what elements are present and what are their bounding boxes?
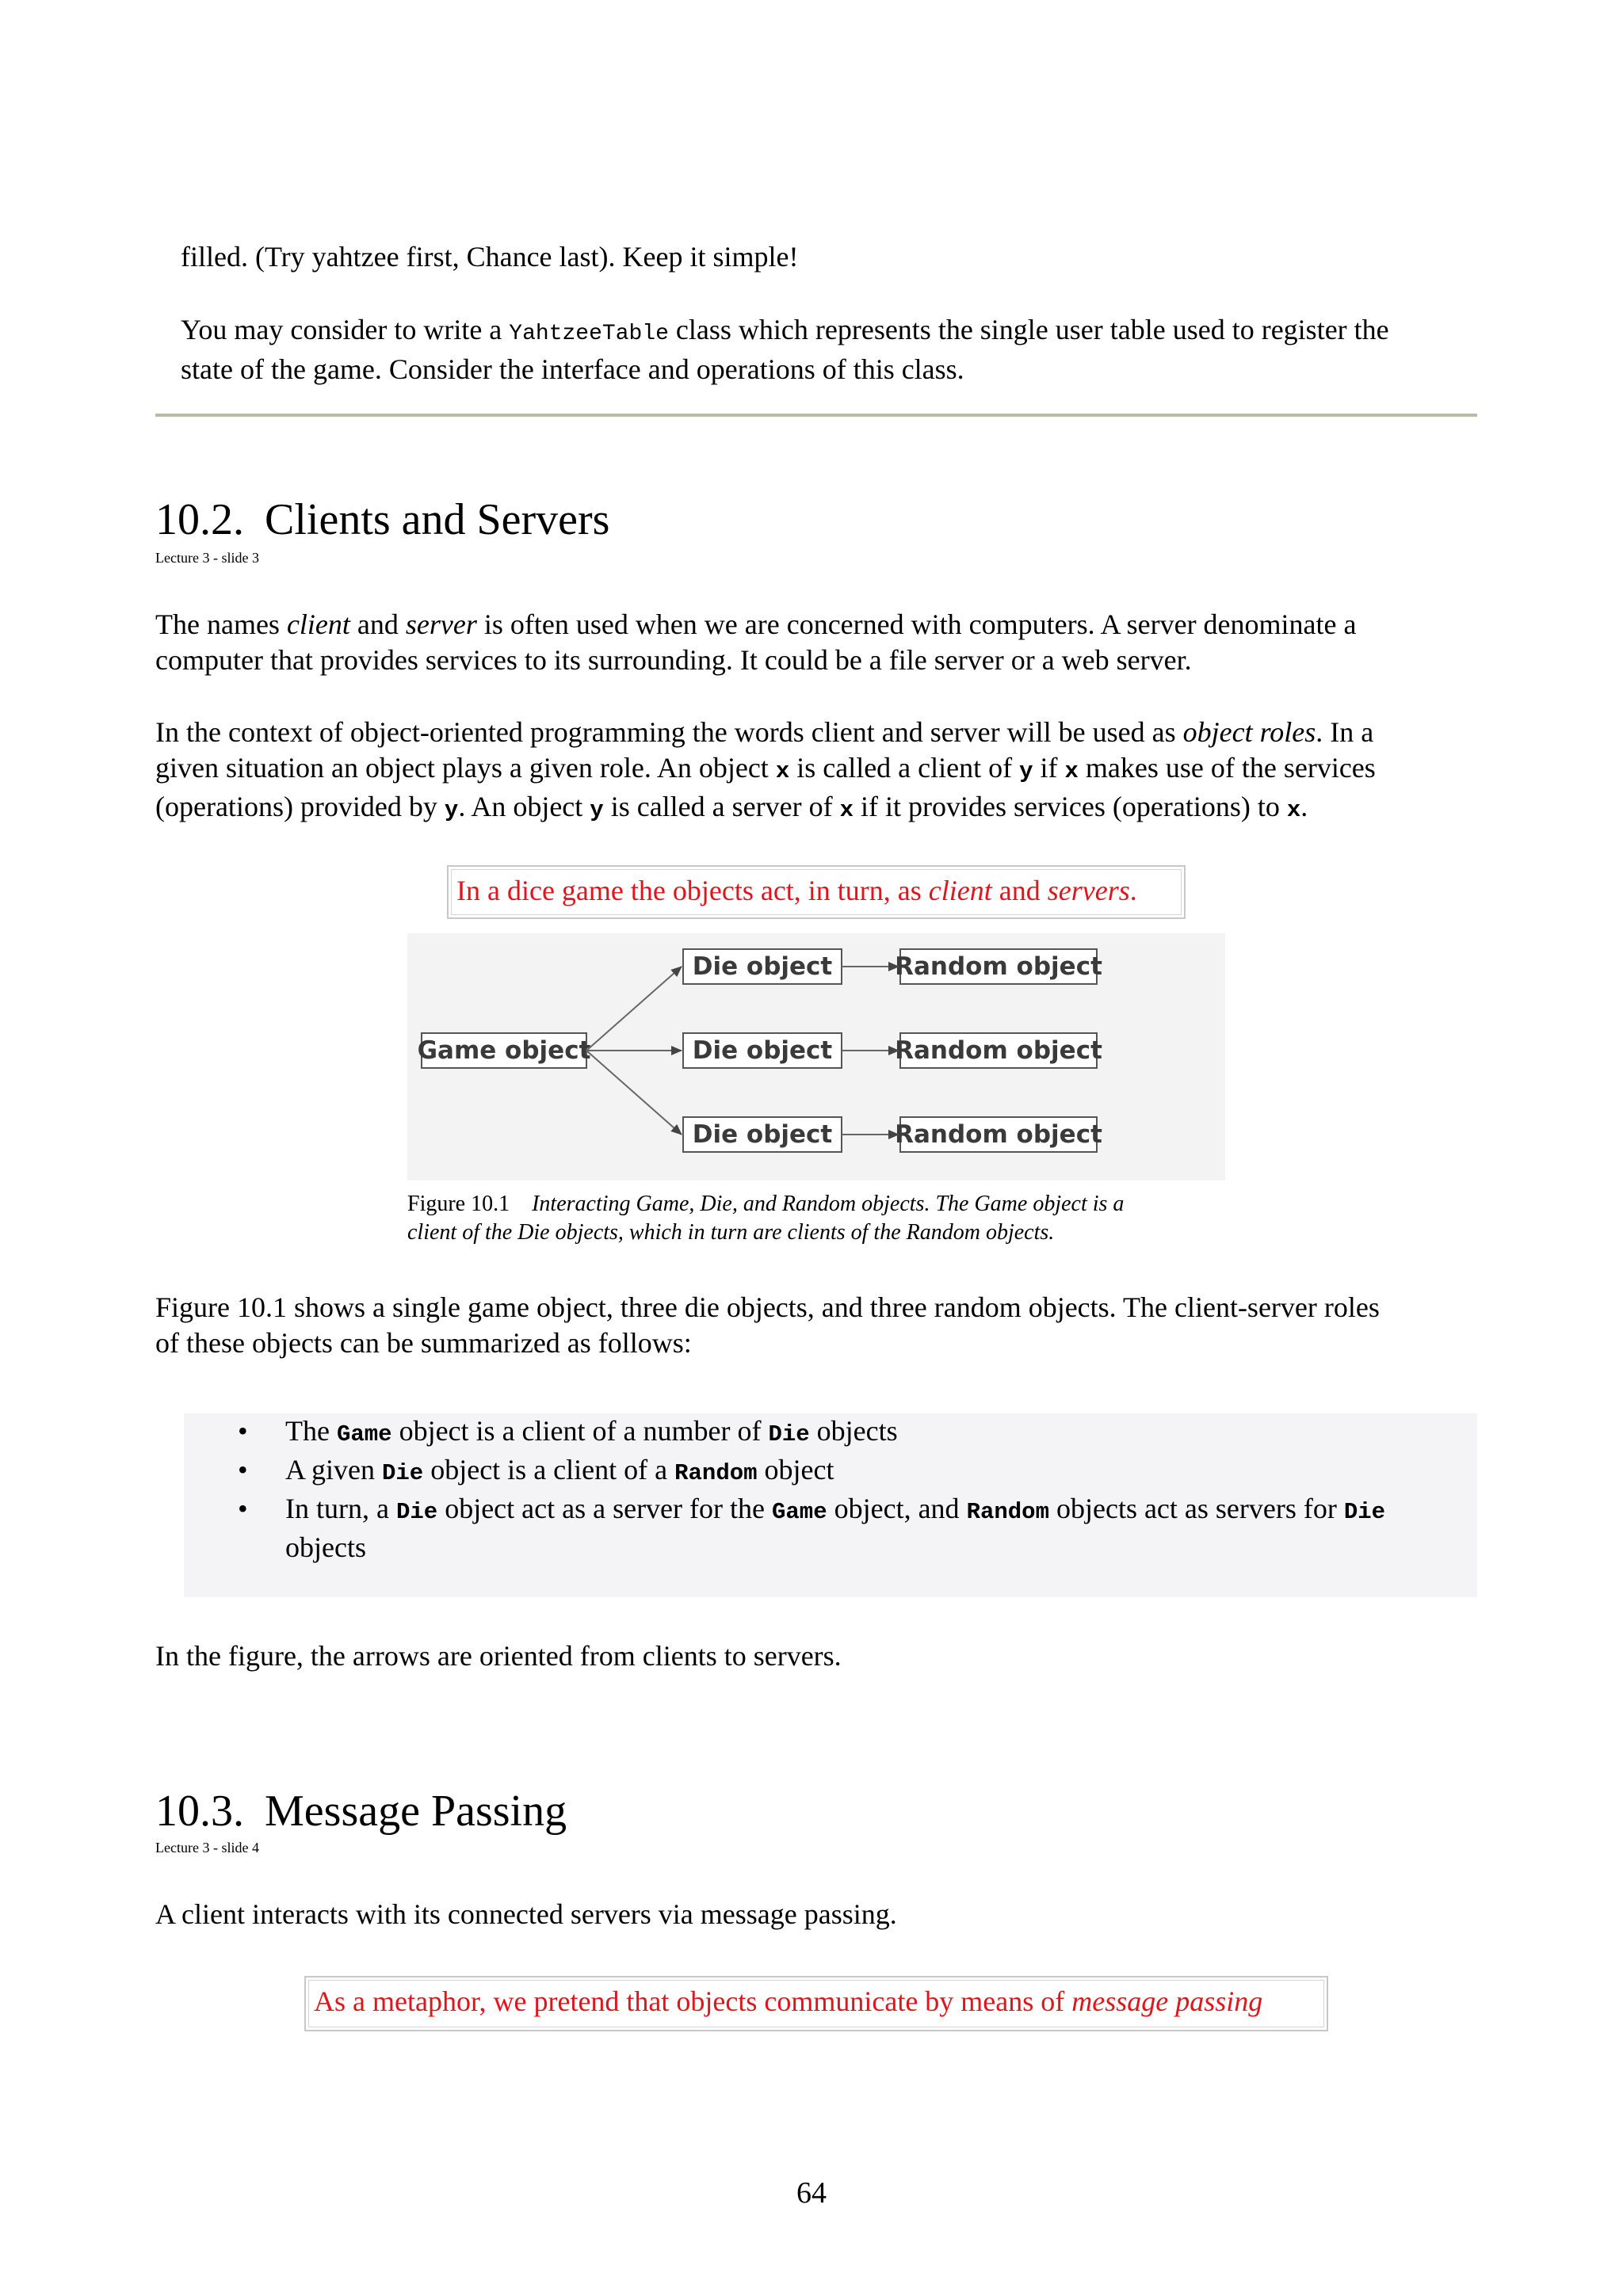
die-object-node [683, 1033, 842, 1068]
intro-paragraph-1: filled. (Try yahtzee first, Chance last). Keep it simple! [181, 241, 799, 273]
paragraph-client-server: The names client and server is often used when we are concerned with computers. A server denominate a computer that provides services to its surrounding. It could be a file server or a web server. [155, 608, 1357, 676]
list-item: • In turn, a Die object act as a server for the Game object, and Random objects act as servers for Die objects [238, 1491, 1474, 1566]
roles-bullet-list [238, 1413, 1474, 1566]
random-object-label: Random object [895, 952, 1102, 981]
game-object-node [418, 1033, 591, 1068]
random-object-label: Random object [895, 1120, 1102, 1149]
random-object-label: Random object [895, 1036, 1102, 1065]
section-heading-10-2: 10.2. Clients and Servers [155, 495, 610, 544]
paragraph-object-roles: In the context of object-oriented programming the words client and server will be used as object roles. In a given situation an object plays a given role. An object x is called a client of y if x makes use of the services (operations) provided by y. An object y is called a server of x if it provides services (operations) to x. [155, 716, 1376, 823]
figure-caption: Figure 10.1 Interacting Game, Die, and Random objects. The Game object is a client of the Die objects, which in turn are clients of the Random objects. [407, 1192, 1125, 1245]
object-interaction-diagram [407, 933, 1225, 1180]
paragraph-message-passing: A client interacts with its connected servers via message passing. [155, 1898, 897, 1930]
page-number: 64 [796, 2176, 827, 2210]
die-object-node [683, 1117, 842, 1152]
random-object-node [895, 949, 1102, 984]
paragraph-figure-summary: Figure 10.1 shows a single game object, three die objects, and three random objects. The client-server roles of these objects can be summarized as follows: [155, 1291, 1380, 1359]
intro-paragraph-2: You may consider to write a YahtzeeTable class which represents the single user table used to register the state of the game. Consider the interface and operations of this class. [181, 314, 1389, 385]
section-heading-10-3: 10.3. Message Passing [155, 1787, 567, 1836]
die-object-node [683, 949, 842, 984]
random-object-node [895, 1117, 1102, 1152]
slide-reference: Lecture 3 - slide 4 [155, 1840, 259, 1855]
die-object-label: Die object [692, 952, 833, 981]
arrow-game-to-die [586, 1051, 682, 1135]
section-divider [155, 414, 1477, 417]
die-object-label: Die object [692, 1120, 833, 1149]
slide-reference: Lecture 3 - slide 3 [155, 550, 259, 566]
list-item: • A given Die object is a client of a Random object [238, 1452, 1474, 1491]
die-object-label: Die object [692, 1036, 833, 1065]
list-item: • The Game object is a client of a number of Die objects [238, 1413, 1474, 1452]
game-object-label: Game object [417, 1036, 591, 1065]
paragraph-arrows: In the figure, the arrows are oriented from clients to servers. [155, 1640, 842, 1672]
diagram-svg [407, 933, 1225, 1180]
dice-game-callout: In a dice game the objects act, in turn, as client and servers. [447, 865, 1186, 919]
random-object-node [895, 1033, 1102, 1068]
message-passing-callout: As a metaphor, we pretend that objects communicate by means of message passing [304, 1976, 1328, 2031]
inline-code: YahtzeeTable [509, 322, 669, 346]
arrow-game-to-die [586, 967, 682, 1051]
